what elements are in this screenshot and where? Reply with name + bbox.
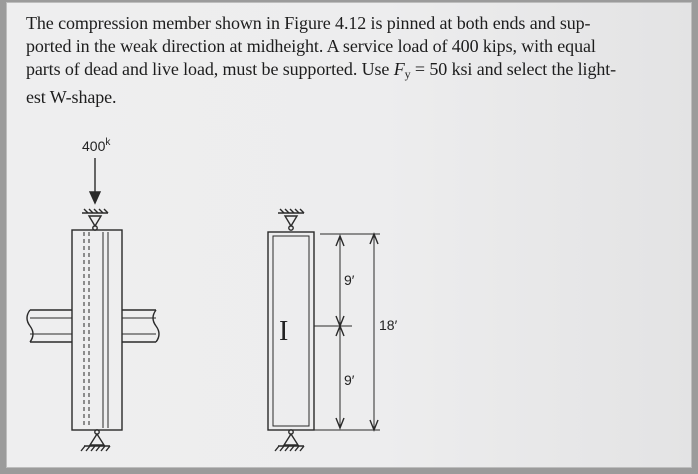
problem-line-2: ported in the weak direction at midheight. A service load of 400 kips, with equal [26,36,596,56]
lower-dimension-label: 9′ [344,372,355,388]
load-arrow-head [90,192,100,203]
load-label: 400$^k$ [82,137,111,154]
total-dimension-label: 18′ [379,317,398,333]
total-dimension [314,234,380,430]
problem-line-4: est W-shape. [26,87,117,107]
right-top-pin-support [278,209,304,230]
bracing-beam-left [27,310,72,342]
problem-line-3-end: = 50 ksi and select the light- [410,59,617,79]
right-bottom-pin-support [275,430,304,451]
yield-stress-subscript: y [404,67,411,81]
upper-dimension-label: 9′ [344,272,355,288]
lower-dimension [336,326,344,428]
left-column [72,230,122,430]
problem-line-1: The compression member shown in Figure 4.12 is pinned at both ends and sup- [26,13,591,33]
left-top-pin-support [82,209,108,230]
upper-dimension [336,236,344,326]
w-shape-section-symbol: I [279,316,289,347]
right-column [268,232,314,430]
yield-stress-symbol: F [393,59,405,79]
left-bottom-pin-support [81,430,110,451]
problem-line-3-start: parts of dead and live load, must be supported. Use [26,59,394,79]
bracing-beam-right [122,310,159,342]
